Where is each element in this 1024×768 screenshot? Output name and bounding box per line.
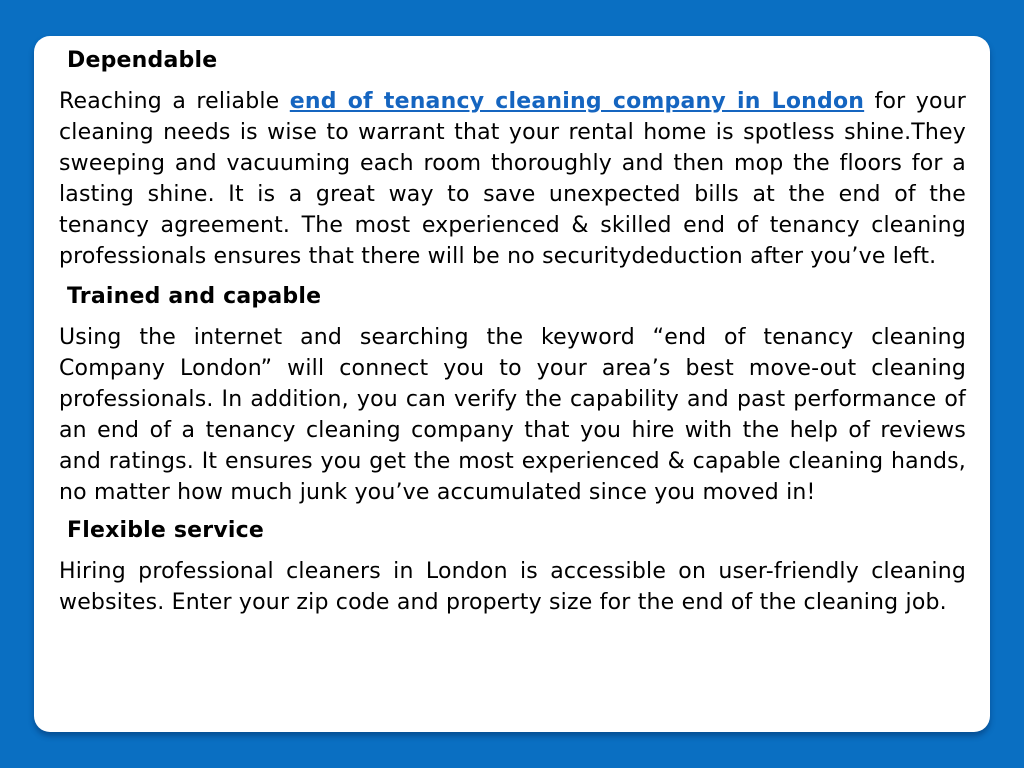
section-heading-trained: Trained and capable	[67, 284, 322, 309]
section-paragraph-flexible: Hiring professional cleaners in London is accessible on user-friendly cleaning websites. Enter your zip code and property size for the end of the cleaning job.	[59, 559, 966, 615]
cleaning-company-link[interactable]: end of tenancy cleaning company in London	[289, 89, 865, 114]
section-paragraph-dependable	[59, 86, 966, 272]
section-paragraph-trained: Using the internet and searching the keyword “end of tenancy cleaning Company London” will connect you to your area’s best move-out cleaning professionals. In addition, you can verify the capability and past performance of an end of a tenancy cleaning company that you hire with the help of reviews and ratings. It ensures you get the most experienced & capable cleaning hands, no matter how much junk you’ve accumulated since you moved in!	[59, 325, 966, 505]
paragraph-text-end: for your cleaning needs is wise to warrant that your rental home is spotless shine.They sweeping and vacuuming each room thoroughly and then mop the floors for a lasting shine. It is a great way to save unexpected bills at the end of the tenancy agreement. The most experienced & skilled end of tenancy cleaning professionals ensures that there will be no securitydeduction after you’ve left.	[59, 89, 967, 269]
section-heading-dependable: Dependable	[67, 48, 218, 73]
article-body	[59, 44, 966, 624]
content-card	[34, 36, 990, 732]
paragraph-text-start: Reaching a reliable	[59, 89, 290, 114]
section-heading-flexible: Flexible service	[67, 518, 264, 543]
